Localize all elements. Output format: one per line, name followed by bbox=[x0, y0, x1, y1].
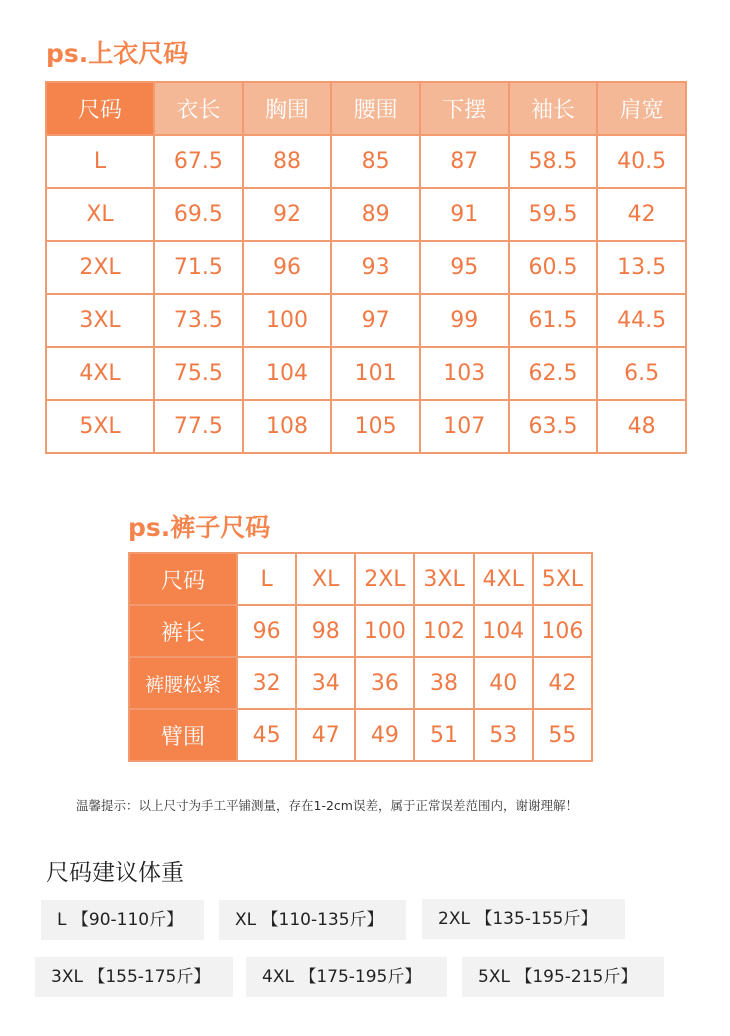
table-row bbox=[46, 241, 686, 294]
header-cell: 袖长 bbox=[509, 82, 598, 135]
table-cell: 107 bbox=[420, 400, 509, 453]
table-cell: L bbox=[46, 135, 154, 188]
table-cell: 89 bbox=[331, 188, 420, 241]
table-cell: 61.5 bbox=[509, 294, 598, 347]
row-header-cell: 尺码 bbox=[129, 553, 237, 605]
table-cell: 49 bbox=[355, 709, 414, 761]
shirt-size-table bbox=[45, 81, 687, 454]
table-cell: 2XL bbox=[46, 241, 154, 294]
table-cell: 104 bbox=[474, 605, 533, 657]
table-cell: 45 bbox=[237, 709, 296, 761]
table-cell: XL bbox=[46, 188, 154, 241]
table-cell: 63.5 bbox=[509, 400, 598, 453]
table-cell: 96 bbox=[237, 605, 296, 657]
table-cell: 103 bbox=[420, 347, 509, 400]
table-cell: 42 bbox=[597, 188, 686, 241]
weight-chip: 4XL 【175-195斤】 bbox=[246, 957, 447, 997]
table-cell: 36 bbox=[355, 657, 414, 709]
table-cell: 6.5 bbox=[597, 347, 686, 400]
table-cell: 58.5 bbox=[509, 135, 598, 188]
header-cell: 胸围 bbox=[243, 82, 332, 135]
table-cell: 75.5 bbox=[154, 347, 243, 400]
table-cell: L bbox=[237, 553, 296, 605]
table-cell: 40.5 bbox=[597, 135, 686, 188]
table-cell: 91 bbox=[420, 188, 509, 241]
table-cell: 42 bbox=[533, 657, 592, 709]
table-row bbox=[46, 400, 686, 453]
table-cell: 97 bbox=[331, 294, 420, 347]
table-cell: 98 bbox=[296, 605, 355, 657]
table-cell: 60.5 bbox=[509, 241, 598, 294]
row-header-cell: 裤腰松紧 bbox=[129, 657, 237, 709]
table-cell: 105 bbox=[331, 400, 420, 453]
pants-size-title: ps.裤子尺码 bbox=[128, 513, 271, 542]
table-cell: 5XL bbox=[533, 553, 592, 605]
table-cell: 55 bbox=[533, 709, 592, 761]
pants-size-table bbox=[128, 552, 593, 762]
table-cell: 104 bbox=[243, 347, 332, 400]
table-cell: 92 bbox=[243, 188, 332, 241]
table-cell: 59.5 bbox=[509, 188, 598, 241]
table-row bbox=[46, 294, 686, 347]
table-cell: 95 bbox=[420, 241, 509, 294]
table-row bbox=[46, 347, 686, 400]
header-cell: 尺码 bbox=[46, 82, 154, 135]
table-cell: 62.5 bbox=[509, 347, 598, 400]
table-cell: 96 bbox=[243, 241, 332, 294]
table-cell: 108 bbox=[243, 400, 332, 453]
table-cell: 34 bbox=[296, 657, 355, 709]
header-cell: 衣长 bbox=[154, 82, 243, 135]
table-cell: 73.5 bbox=[154, 294, 243, 347]
table-row bbox=[46, 188, 686, 241]
weight-chip: 3XL 【155-175斤】 bbox=[35, 957, 233, 997]
table-row bbox=[129, 709, 592, 761]
weight-chip: 5XL 【195-215斤】 bbox=[462, 957, 664, 997]
weight-chip: L 【90-110斤】 bbox=[41, 900, 204, 940]
table-cell: 5XL bbox=[46, 400, 154, 453]
table-cell: 102 bbox=[414, 605, 473, 657]
table-cell: 71.5 bbox=[154, 241, 243, 294]
table-cell: 2XL bbox=[355, 553, 414, 605]
table-cell: 51 bbox=[414, 709, 473, 761]
table-cell: 67.5 bbox=[154, 135, 243, 188]
table-cell: 93 bbox=[331, 241, 420, 294]
weight-chip: XL 【110-135斤】 bbox=[219, 900, 406, 940]
table-row bbox=[129, 553, 592, 605]
table-row bbox=[129, 657, 592, 709]
header-cell: 肩宽 bbox=[597, 82, 686, 135]
row-header-cell: 裤长 bbox=[129, 605, 237, 657]
table-cell: 69.5 bbox=[154, 188, 243, 241]
table-cell: 101 bbox=[331, 347, 420, 400]
table-cell: 87 bbox=[420, 135, 509, 188]
table-cell: 4XL bbox=[474, 553, 533, 605]
table-cell: 77.5 bbox=[154, 400, 243, 453]
header-cell: 腰围 bbox=[331, 82, 420, 135]
table-cell: 38 bbox=[414, 657, 473, 709]
table-cell: 13.5 bbox=[597, 241, 686, 294]
header-cell: 下摆 bbox=[420, 82, 509, 135]
measurement-tip: 温馨提示：以上尺寸为手工平铺测量，存在1-2cm误差，属于正常误差范围内，谢谢理解！ bbox=[76, 798, 578, 813]
table-cell: 100 bbox=[243, 294, 332, 347]
table-cell: 53 bbox=[474, 709, 533, 761]
table-header-row bbox=[46, 82, 686, 135]
weight-chip: 2XL 【135-155斤】 bbox=[422, 899, 625, 939]
table-cell: 99 bbox=[420, 294, 509, 347]
shirt-size-title: ps.上衣尺码 bbox=[46, 39, 189, 68]
table-cell: 85 bbox=[331, 135, 420, 188]
row-header-cell: 臂围 bbox=[129, 709, 237, 761]
table-cell: XL bbox=[296, 553, 355, 605]
weight-suggestion-title: 尺码建议体重 bbox=[46, 860, 184, 886]
table-cell: 44.5 bbox=[597, 294, 686, 347]
table-cell: 88 bbox=[243, 135, 332, 188]
table-cell: 3XL bbox=[414, 553, 473, 605]
table-cell: 3XL bbox=[46, 294, 154, 347]
table-cell: 106 bbox=[533, 605, 592, 657]
table-cell: 4XL bbox=[46, 347, 154, 400]
table-cell: 32 bbox=[237, 657, 296, 709]
table-cell: 48 bbox=[597, 400, 686, 453]
table-cell: 40 bbox=[474, 657, 533, 709]
table-row bbox=[46, 135, 686, 188]
table-cell: 100 bbox=[355, 605, 414, 657]
table-cell: 47 bbox=[296, 709, 355, 761]
table-row bbox=[129, 605, 592, 657]
